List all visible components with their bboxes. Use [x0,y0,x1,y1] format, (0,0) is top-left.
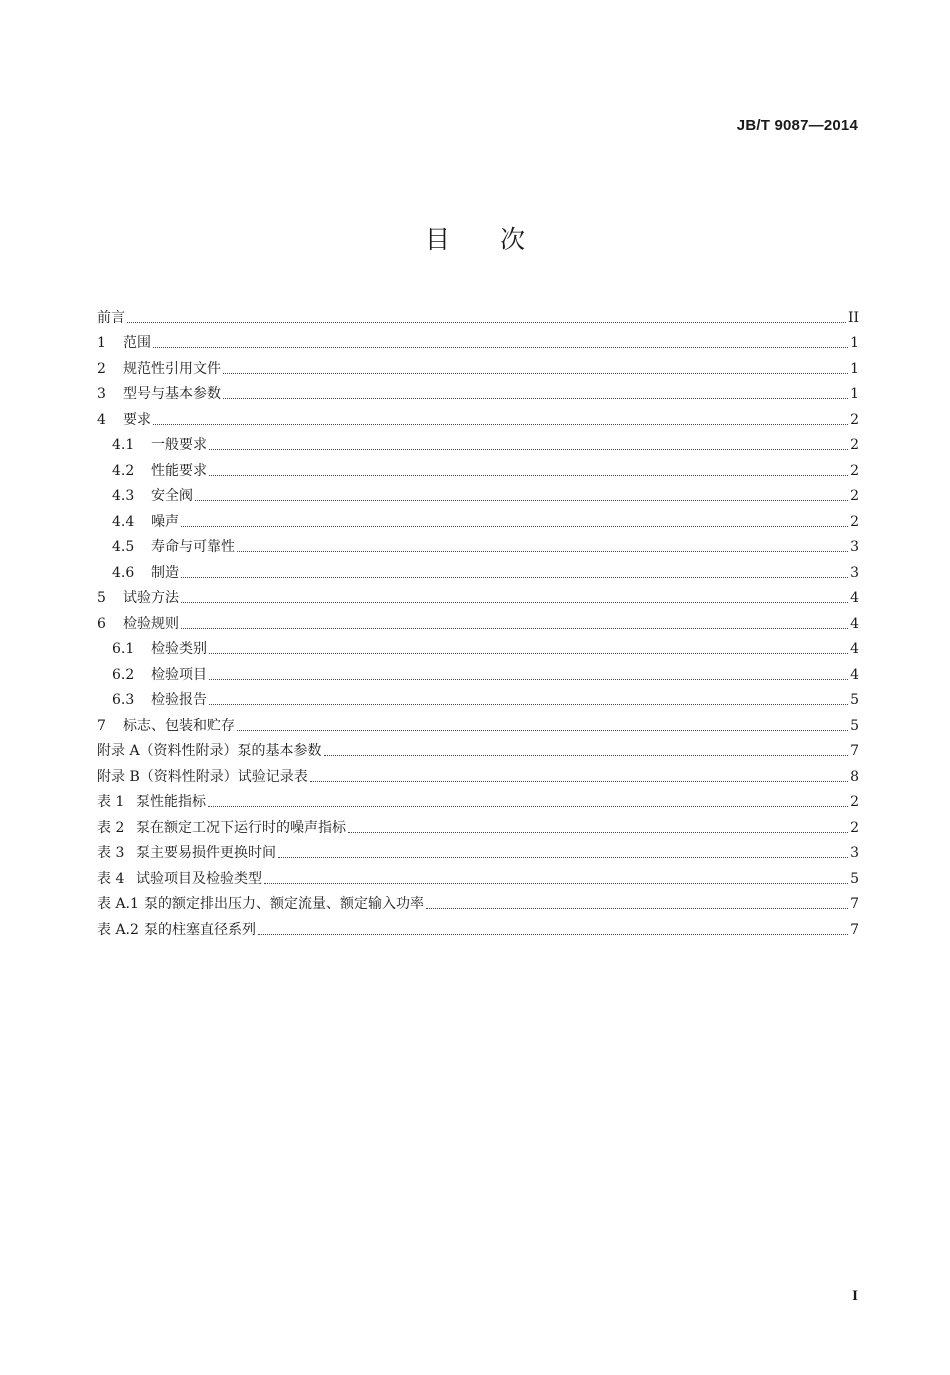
toc-entry-number: 6.3 [112,692,135,708]
toc-entry-page: 7 [850,921,859,938]
toc-leader-dots [310,781,848,782]
toc-entry-page: 5 [850,692,859,708]
toc-leader-dots [195,500,848,501]
toc-entry[interactable] [97,607,859,633]
toc-entry[interactable] [97,505,859,531]
toc-entry[interactable] [97,556,859,582]
toc-entry-label: 检验类别 [151,641,207,657]
toc-leader-dots [209,449,848,450]
toc-entry-number: 6.1 [112,641,135,657]
toc-entry-label: 性能要求 [151,462,207,479]
toc-entry-page: 4 [850,666,859,683]
toc-entry-page: 2 [850,462,859,479]
table-of-contents [97,301,859,939]
toc-entry-page: 2 [850,488,859,504]
toc-leader-dots [237,551,848,552]
toc-entry[interactable] [97,735,859,761]
toc-entry-number: 6.2 [112,666,135,683]
toc-entry-number: 4 [97,411,106,428]
toc-leader-dots [208,806,848,807]
toc-leader-dots [237,730,848,731]
toc-entry-label: 要求 [123,411,151,428]
toc-leader-dots [426,908,848,909]
toc-leader-dots [209,679,848,680]
toc-entry-label: 标志、包装和贮存 [123,717,235,734]
toc-entry-label: 寿命与可靠性 [151,539,235,555]
toc-entry-label: 附录 B（资料性附录）试验记录表 [97,768,308,785]
toc-entry[interactable] [97,888,859,914]
toc-leader-dots [209,475,848,476]
toc-entry-page: 3 [850,845,859,861]
toc-leader-dots [209,704,848,705]
toc-entry-label: 前言 [97,309,125,326]
title-char-2: 次 [500,225,526,254]
toc-entry-number: 4.3 [112,488,135,504]
toc-leader-dots [209,653,848,654]
toc-entry-page: 7 [850,743,859,759]
toc-leader-dots [348,832,848,833]
toc-entry-page: 4 [850,641,859,657]
toc-entry[interactable] [97,837,859,863]
toc-entry[interactable] [97,327,859,353]
toc-entry-label: 制造 [151,564,179,581]
toc-leader-dots [223,373,848,374]
toc-entry-page: 4 [850,590,859,606]
toc-entry-label: 泵的额定排出压力、额定流量、额定输入功率 [144,896,424,912]
toc-entry-page: 2 [850,819,859,836]
toc-entry-page: II [847,309,859,326]
toc-entry-number: 4.2 [112,462,135,479]
toc-entry[interactable] [97,633,859,659]
toc-entry-label: 一般要求 [151,437,207,453]
toc-entry-page: 5 [850,870,859,887]
toc-leader-dots [324,755,849,756]
toc-entry[interactable] [97,811,859,837]
toc-entry-number: 4.5 [112,539,135,555]
toc-entry-label: 安全阀 [151,488,193,504]
toc-entry-page: 3 [850,539,859,555]
toc-entry-number: 表 2 [97,819,125,836]
toc-leader-dots [153,347,848,348]
toc-entry-number: 表 3 [97,845,125,861]
toc-entry-page: 3 [850,564,859,581]
title-char-1: 目 [424,225,450,254]
toc-entry-number: 表 4 [97,870,125,887]
toc-entry-label: 试验方法 [123,590,179,606]
toc-entry[interactable] [97,684,859,710]
toc-entry-number: 表 1 [97,794,125,810]
toc-entry-label: 噪声 [151,513,179,530]
toc-entry[interactable] [97,352,859,378]
toc-leader-dots [264,883,848,884]
toc-entry-label: 检验报告 [151,692,207,708]
toc-entry-label: 泵性能指标 [136,794,206,810]
toc-entry-number: 3 [97,386,106,402]
toc-entry[interactable] [97,454,859,480]
toc-entry-label: 范围 [123,335,151,351]
page-title [0,220,950,256]
toc-entry-number: 表 A.2 [97,921,139,938]
toc-entry-page: 2 [850,794,859,810]
toc-entry-number: 7 [97,717,106,734]
toc-entry-number: 4.4 [112,513,135,530]
toc-entry-number: 4.6 [112,564,135,581]
toc-entry-page: 8 [850,768,859,785]
page-number: I [852,1288,858,1304]
toc-entry[interactable] [97,862,859,888]
toc-entry-label: 试验项目及检验类型 [136,870,262,887]
toc-leader-dots [181,602,848,603]
toc-entry[interactable] [97,378,859,404]
toc-entry-page: 5 [850,717,859,734]
toc-entry-label: 附录 A（资料性附录）泵的基本参数 [97,743,322,759]
toc-leader-dots [153,424,848,425]
toc-leader-dots [278,857,848,858]
toc-entry-page: 2 [850,411,859,428]
toc-entry-label: 规范性引用文件 [123,360,221,377]
toc-entry-page: 4 [850,615,859,632]
toc-entry-number: 2 [97,360,106,377]
toc-leader-dots [181,577,848,578]
toc-leader-dots [181,526,848,527]
toc-entry[interactable] [97,786,859,812]
toc-entry-page: 7 [850,896,859,912]
toc-entry-label: 泵在额定工况下运行时的噪声指标 [136,819,346,836]
toc-entry-page: 1 [850,386,859,402]
toc-leader-dots [127,322,846,323]
toc-entry-number: 表 A.1 [97,896,139,912]
toc-entry-number: 4.1 [112,437,135,453]
toc-entry-page: 2 [850,437,859,453]
toc-entry[interactable] [97,301,859,327]
standard-code: JB/T 9087—2014 [736,117,858,134]
toc-leader-dots [258,934,848,935]
toc-entry[interactable] [97,429,859,455]
toc-leader-dots [181,628,848,629]
toc-entry[interactable] [97,403,859,429]
toc-entry[interactable] [97,480,859,506]
toc-entry[interactable] [97,658,859,684]
toc-leader-dots [223,398,848,399]
toc-entry-number: 5 [97,590,106,606]
toc-entry[interactable] [97,582,859,608]
toc-entry-page: 1 [850,335,859,351]
toc-entry-label: 泵的柱塞直径系列 [144,921,256,938]
toc-entry-number: 6 [97,615,106,632]
toc-entry-label: 检验规则 [123,615,179,632]
toc-entry-label: 泵主要易损件更换时间 [136,845,276,861]
toc-entry-page: 1 [850,360,859,377]
toc-entry[interactable] [97,913,859,939]
toc-entry-page: 2 [850,513,859,530]
toc-entry[interactable] [97,531,859,557]
toc-entry-label: 检验项目 [151,666,207,683]
toc-entry[interactable] [97,709,859,735]
toc-entry[interactable] [97,760,859,786]
toc-entry-number: 1 [97,335,106,351]
toc-entry-label: 型号与基本参数 [123,386,221,402]
